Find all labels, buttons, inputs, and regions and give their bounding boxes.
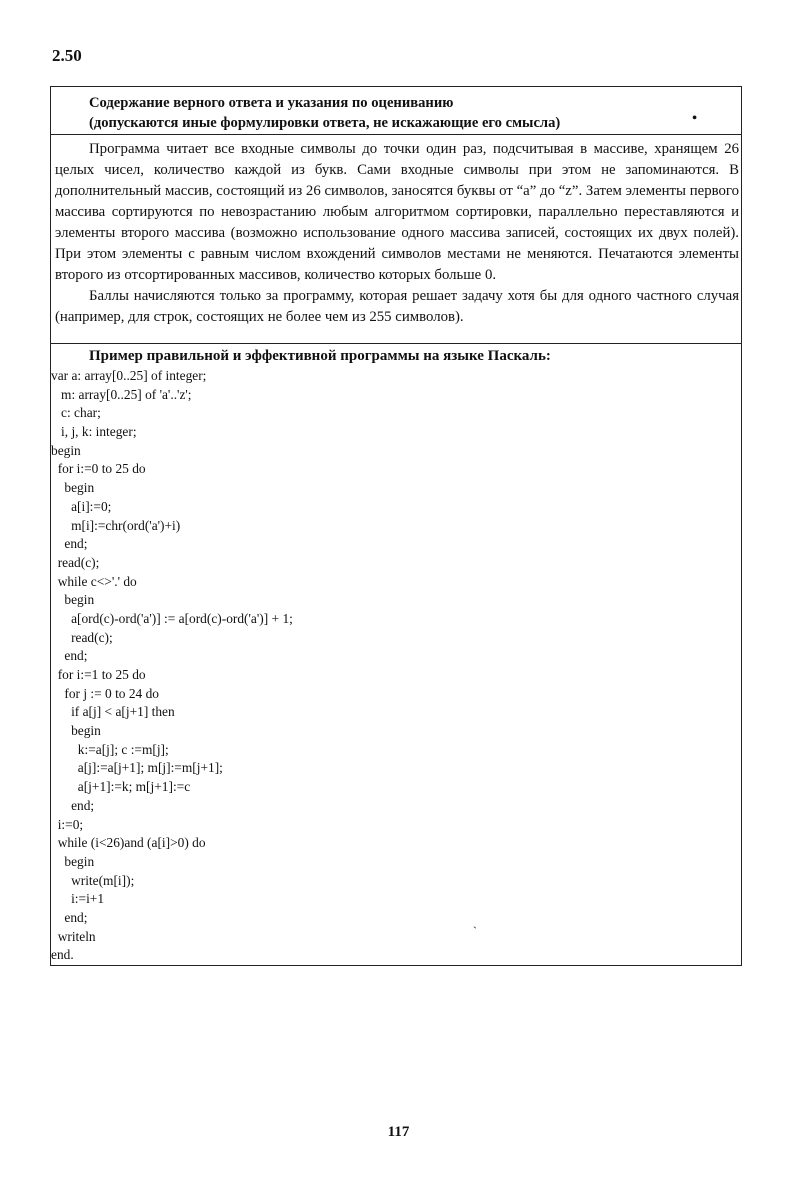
code-line: a[j+1]:=k; m[j+1]:=c — [51, 779, 191, 795]
code-line: read(c); — [51, 629, 113, 645]
code-line: begin — [51, 442, 81, 458]
code-line: end; — [51, 797, 95, 813]
code-line: if a[j] < a[j+1] then — [51, 704, 175, 720]
code-line: i:=0; — [51, 816, 84, 832]
code-line: begin — [51, 592, 95, 608]
header-line-1: Содержание верного ответа и указания по оцениванию — [89, 95, 454, 111]
code-line: i:=i+1 — [51, 891, 105, 907]
criteria-paragraph: Программа читает все входные символы до точки один раз, подсчитывая в массиве, хранящем 26 целых чисел, количество каждой из букв. Сами входные символы при этом не запоминаются. В дополнительный массив, состоящий из 26 символов, заносятся буквы от “a” до “z”. Затем элементы первого массива сортируются по невозрастанию любым алгоритмом сортировки, параллельно переставляются и элементы второго массива (возможно использование одного массива записей, состоящих их двух полей). При этом элементы с равным числом вхождений символов местами не меняются. Печатаются элементы второго из отсортированных массивов, количество которых больше 0. — [55, 141, 739, 283]
code-line: end; — [51, 909, 88, 925]
criteria-section — [51, 135, 741, 344]
answer-table — [50, 86, 742, 966]
page-number: 117 — [387, 1124, 410, 1140]
bullet-mark: • — [692, 111, 697, 126]
scoring-paragraph: Баллы начисляются только за программу, которая решает задачу хотя бы для одного частного случая (например, для строк, состоящих не более чем из 255 символов). — [55, 288, 739, 325]
code-title: Пример правильной и эффективной программы на языке Паскаль: — [89, 348, 551, 364]
code-line: read(c); — [51, 554, 100, 570]
code-line: end. — [51, 947, 74, 963]
code-line: begin — [51, 480, 95, 496]
code-line: a[i]:=0; — [51, 498, 112, 514]
code-line: end; — [51, 648, 88, 664]
header-line-2: (допускаются иные формулировки ответа, не искажающие его смысла) — [89, 115, 561, 131]
code-line: i, j, k: integer; — [51, 424, 137, 440]
code-line: begin — [51, 723, 101, 739]
code-listing — [51, 367, 741, 965]
code-line: writeln — [51, 928, 96, 944]
code-section — [51, 344, 741, 965]
code-line: m: array[0..25] of 'a'..'z'; — [51, 386, 192, 402]
code-line: write(m[i]); — [51, 872, 135, 888]
code-line: for i:=0 to 25 do — [51, 461, 146, 477]
code-line: k:=a[j]; c :=m[j]; — [51, 741, 169, 757]
code-line: var a: array[0..25] of integer; — [51, 368, 207, 383]
code-line: a[j]:=a[j+1]; m[j]:=m[j+1]; — [51, 760, 223, 776]
code-line: for i:=1 to 25 do — [51, 667, 146, 682]
stray-mark: ˋ — [473, 924, 477, 938]
code-line: for j := 0 to 24 do — [51, 685, 159, 701]
code-line: while (i<26)and (a[i]>0) do — [51, 835, 206, 851]
code-line: c: char; — [51, 405, 101, 421]
code-line: begin — [51, 853, 95, 869]
code-line: m[i]:=chr(ord('a')+i) — [51, 517, 181, 533]
code-line: while c<>'.' do — [51, 573, 137, 589]
problem-number: 2.50 — [52, 46, 82, 65]
code-line: end; — [51, 536, 88, 552]
code-line: a[ord(c)-ord('a')] := a[ord(c)-ord('a')] + 1; — [51, 610, 293, 626]
table-header — [51, 87, 741, 135]
